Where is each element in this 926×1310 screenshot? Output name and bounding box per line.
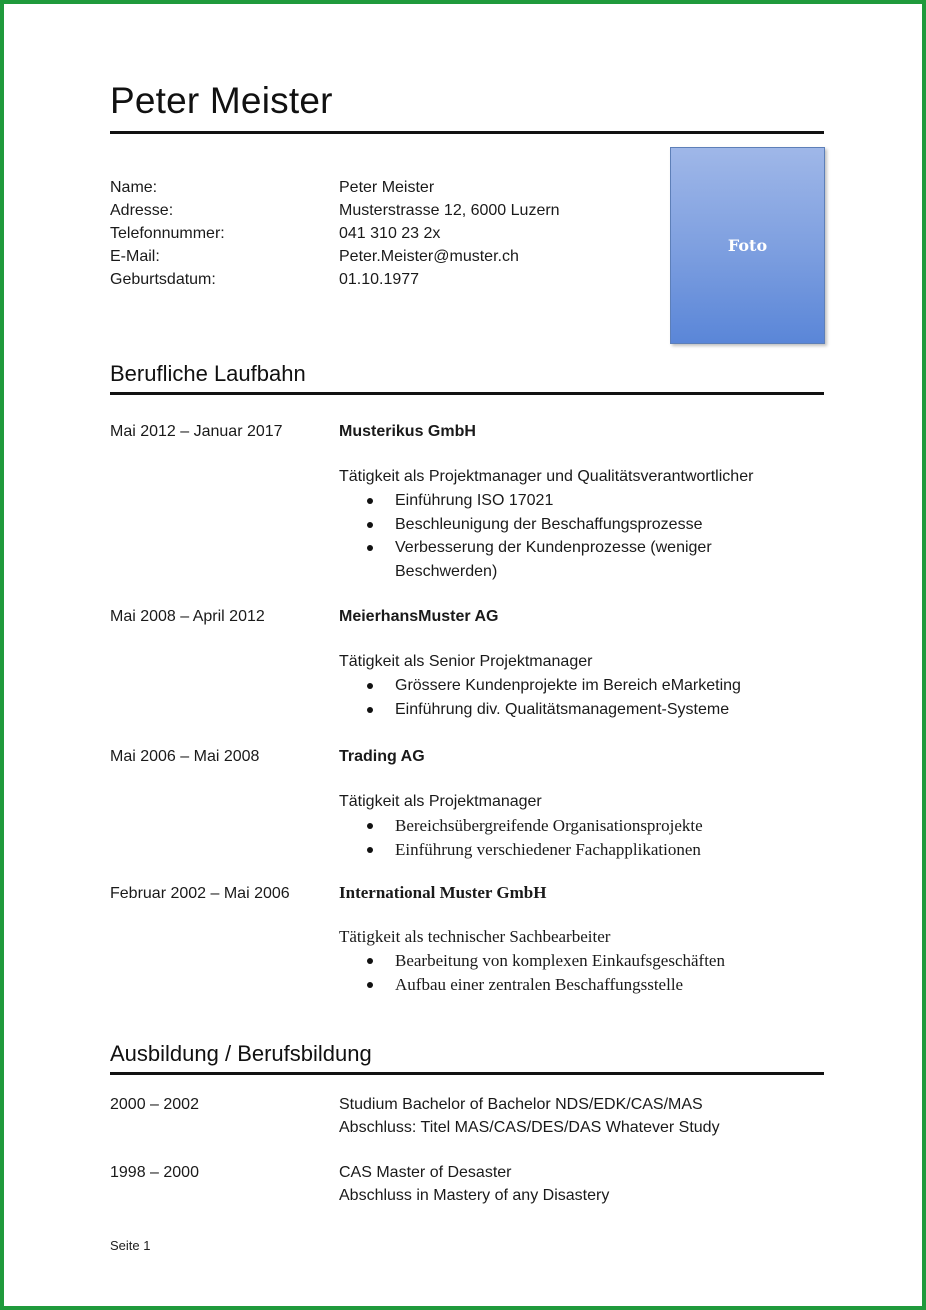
list-item: Grössere Kundenprojekte im Bereich eMarketing [365, 674, 785, 698]
info-value: Musterstrasse 12, 6000 Luzern [339, 202, 560, 219]
career-bullets [365, 949, 785, 996]
bullet-icon [367, 498, 373, 504]
info-value: 041 310 23 2x [339, 225, 441, 242]
list-item: Bereichsübergreifende Organisationsprojekte [365, 814, 785, 838]
career-company: International Muster GmbH [339, 883, 547, 902]
career-role: Tätigkeit als Senior Projektmanager [339, 653, 593, 670]
list-item: Verbesserung der Kundenprozesse (weniger Beschwerden) [365, 536, 785, 583]
list-item: Einführung ISO 17021 [365, 489, 785, 513]
info-label: Telefonnummer: [110, 225, 225, 242]
photo-label: Foto [727, 236, 768, 255]
bullet-icon [367, 847, 373, 853]
section-heading-education: Ausbildung / Berufsbildung [110, 1041, 372, 1066]
bullet-icon [367, 982, 373, 988]
info-value: Peter.Meister@muster.ch [339, 248, 519, 265]
info-value: 01.10.1977 [339, 271, 420, 288]
bullet-icon [367, 545, 373, 551]
list-item: Einführung verschiedener Fachapplikationen [365, 838, 785, 862]
cv-name-title: Peter Meister [110, 80, 333, 121]
bullet-icon [367, 683, 373, 689]
info-value: Peter Meister [339, 179, 435, 196]
education-period: 2000 – 2002 [110, 1096, 199, 1113]
page-number: Seite 1 [110, 1238, 151, 1253]
career-period: Februar 2002 – Mai 2006 [110, 885, 290, 902]
career-period: Mai 2006 – Mai 2008 [110, 748, 260, 765]
career-bullets [365, 489, 785, 583]
career-bullets [365, 674, 785, 721]
section-rule [110, 1072, 824, 1075]
info-label: Geburtsdatum: [110, 271, 216, 288]
career-period: Mai 2008 – April 2012 [110, 608, 265, 625]
career-company: Musterikus GmbH [339, 423, 476, 440]
career-role: Tätigkeit als Projektmanager und Qualitätsverantwortlicher [339, 468, 754, 485]
list-item: Beschleunigung der Beschaffungsprozesse [365, 513, 785, 537]
career-bullets [365, 814, 785, 861]
career-period: Mai 2012 – Januar 2017 [110, 423, 283, 440]
list-item: Bearbeitung von komplexen Einkaufsgeschäften [365, 949, 785, 973]
education-line: CAS Master of Desaster [339, 1164, 512, 1181]
photo-placeholder [670, 147, 825, 344]
education-line: Studium Bachelor of Bachelor NDS/EDK/CAS/MAS [339, 1096, 703, 1113]
education-line: Abschluss: Titel MAS/CAS/DES/DAS Whatever Study [339, 1119, 720, 1136]
list-item: Einführung div. Qualitätsmanagement-Systeme [365, 698, 785, 722]
bullet-icon [367, 958, 373, 964]
info-label: Name: [110, 179, 158, 196]
info-label: E-Mail: [110, 248, 160, 265]
education-line: Abschluss in Mastery of any Disastery [339, 1187, 610, 1204]
career-role: Tätigkeit als Projektmanager [339, 793, 542, 810]
career-company: Trading AG [339, 748, 425, 765]
list-item: Aufbau einer zentralen Beschaffungsstelle [365, 973, 785, 997]
section-rule [110, 392, 824, 395]
info-label: Adresse: [110, 202, 174, 219]
bullet-icon [367, 823, 373, 829]
bullet-icon [367, 707, 373, 713]
bullet-icon [367, 522, 373, 528]
education-period: 1998 – 2000 [110, 1164, 199, 1181]
career-role: Tätigkeit als technischer Sachbearbeiter [339, 927, 611, 946]
title-rule [110, 131, 824, 134]
section-heading-career: Berufliche Laufbahn [110, 361, 306, 386]
career-company: MeierhansMuster AG [339, 608, 499, 625]
